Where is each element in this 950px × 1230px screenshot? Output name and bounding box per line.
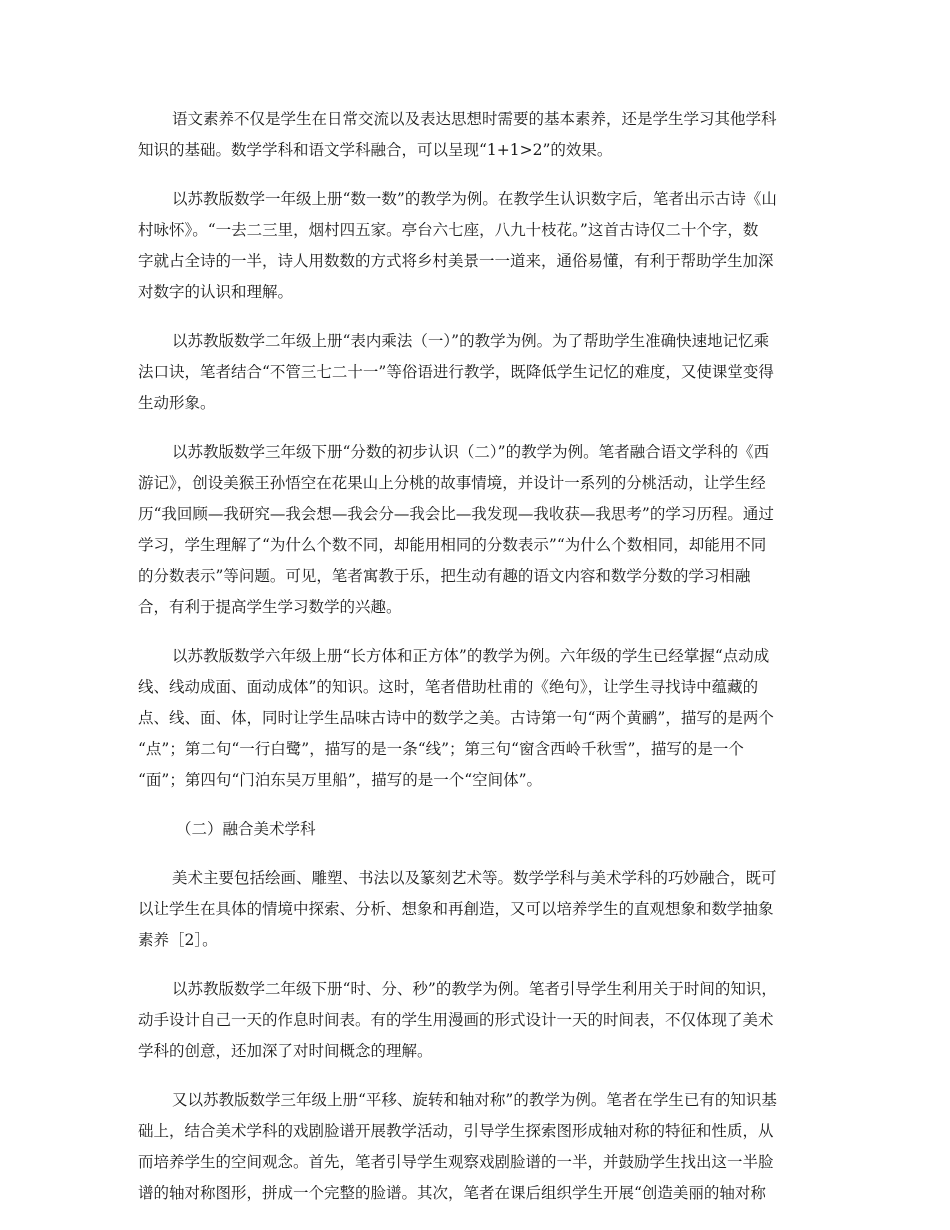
paragraph (138, 437, 818, 623)
paragraph-line: 村咏怀》。“一去二三里，烟村四五家。亭台六七座，八九十枝花。”这首古诗仅二十个字，数 (138, 221, 759, 239)
paragraph-spacer (138, 419, 818, 437)
paragraph-line: 游记》，创设美猴王孙悟空在花果山上分桃的故事情境，并设计一系列的分桃活动，让学生经 (138, 474, 766, 492)
paragraph-line: “面”；第四句“门泊东吴万里船”，描写的是一个“空间体”。 (138, 771, 543, 789)
paragraph (138, 974, 818, 1067)
paragraph-line: 础上，结合美术学科的戏剧脸谱开展教学活动，引导学生探索图形成轴对称的特征和性质，从 (138, 1122, 774, 1140)
paragraph (138, 326, 818, 419)
paragraph-line: 以苏教版数学六年级上册“长方体和正方体”的教学为例。六年级的学生已经掌握“点动成 (172, 647, 770, 665)
paragraph-spacer (138, 308, 818, 326)
paragraph (138, 1085, 818, 1209)
paragraph (138, 104, 818, 166)
paragraph-spacer (138, 166, 818, 184)
paragraph-line: 以让学生在具体的情境中探索、分析、想象和再創造，又可以培养学生的直观想象和数学抽象 (138, 900, 774, 918)
paragraph-line: 以苏教版数学二年级上册“表内乘法（一）”的教学为例。为了帮助学生准确快速地记忆乘 (172, 332, 770, 350)
paragraph-line: 法口诀，笔者结合“不管三七二十一”等俗语进行教学，既降低学生记忆的难度，又使课堂变得 (138, 363, 774, 381)
paragraph-spacer (138, 623, 818, 641)
paragraph-line: “点”；第二句“一行白鹭”，描写的是一条“线”；第三句“窗含西岭千秋雪”，描写的是一个 (138, 740, 744, 758)
paragraph-line: 字就占全诗的一半，诗人用数数的方式将乡村美景一一道来，通俗易懂，有利于帮助学生加深 (138, 252, 774, 270)
paragraph-line: 的分数表示”等问题。可见，笔者寓教于乐，把生动有趣的语文内容和数学分数的学习相融 (138, 567, 751, 585)
paragraph-line: 以苏教版数学三年级下册“分数的初步认识（二）”的教学为例。笔者融合语文学科的《西 (172, 443, 770, 461)
section-heading (138, 814, 818, 845)
paragraph-line: 动手设计自己一天的作息时间表。有的学生用漫画的形式设计一天的时间表，不仅体现了美术 (138, 1011, 774, 1029)
paragraph-spacer (138, 1067, 818, 1085)
paragraph-line: 以苏教版数学一年级上册“数一数”的教学为例。在教学生认识数字后，笔者出示古诗《山 (172, 190, 777, 208)
paragraph-line: 学习，学生理解了“为什么个数不同，却能用相同的分数表示”“为什么个数相同，却能用不同 (138, 536, 767, 554)
paragraph-line: 对数字的认识和理解。 (138, 283, 294, 301)
paragraph-line: 知识的基础。数学学科和语文学科融合，可以呈现“1+1>2”的效果。 (138, 141, 613, 159)
paragraph-line: 美术主要包括绘画、雕塑、书法以及篆刻艺术等。数学学科与美术学科的巧妙融合，既可 (172, 869, 777, 887)
heading-text: （二）融合美术学科 (176, 820, 316, 838)
paragraph-spacer (138, 796, 818, 814)
paragraph-spacer (138, 845, 818, 863)
paragraph-line: 合，有利于提高学生学习数学的兴趣。 (138, 598, 402, 616)
paragraph-line: 以苏教版数学二年级下册“时、分、秒”的教学为例。笔者引导学生利用关于时间的知识， (172, 980, 777, 998)
paragraph-line: 谱的轴对称图形，拼成一个完整的脸谱。其次，笔者在课后组织学生开展“创造美丽的轴对称 (138, 1184, 766, 1202)
paragraph (138, 641, 818, 796)
paragraph-spacer (138, 956, 818, 974)
paragraph (138, 184, 818, 308)
paragraph (138, 863, 818, 956)
paragraph-line: 历“我回顾—我研究—我会想—我会分—我会比—我发现—我收获—我思考”的学习历程。通过 (138, 505, 774, 523)
paragraph-line: 素养［2］。 (138, 931, 218, 949)
document-body (138, 104, 818, 1209)
paragraph-line: 线、线动成面、面动成体”的知识。这时，笔者借助杜甫的《绝句》，让学生寻找诗中蕴藏的 (138, 678, 759, 696)
paragraph-line: 而培养学生的空间观念。首先，笔者引导学生观察戏剧脸谱的一半，并鼓励学生找出这一半脸 (138, 1153, 774, 1171)
paragraph-line: 学科的创意，还加深了对时间概念的理解。 (138, 1042, 433, 1060)
paragraph-line: 点、线、面、体，同时让学生品味古诗中的数学之美。古诗第一句“两个黄鹂”，描写的是两个 (138, 709, 774, 727)
paragraph-line: 语文素养不仅是学生在日常交流以及表达思想时需要的基本素养，还是学生学习其他学科 (172, 110, 777, 128)
paragraph-line: 生动形象。 (138, 394, 216, 412)
paragraph-line: 又以苏教版数学三年级上册“平移、旋转和轴对称”的教学为例。笔者在学生已有的知识基 (172, 1091, 777, 1109)
